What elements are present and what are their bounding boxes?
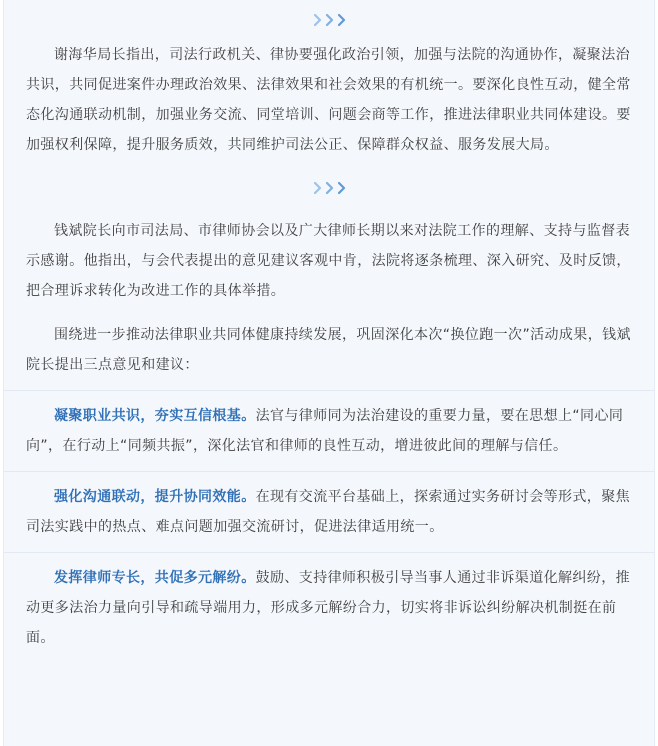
separator-line — [4, 471, 654, 472]
separator-line — [4, 552, 654, 553]
proposal-heading: 强化沟通联动，提升协同效能。 — [54, 489, 256, 505]
proposal-item-1 — [26, 401, 634, 461]
triple-chevron-right-icon — [312, 180, 348, 196]
proposal-text: 在现有交流平台基础上，探索通过实务研讨会等形式，聚焦司法实践中的热点、难点问题加强交流研讨，促进法律适用统一。 — [26, 489, 631, 535]
proposal-item-3 — [26, 563, 634, 653]
proposal-heading: 发挥律师专长，共促多元解纷。 — [54, 570, 256, 586]
separator-line — [4, 390, 654, 391]
proposal-item-2 — [26, 482, 634, 542]
proposal-text: 法官与律师同为法治建设的重要力量，要在思想上“同心同向”，在行动上“同频共振”，深化法官和律师的良性互动，增进彼此间的理解与信任。 — [26, 408, 624, 454]
article-body — [3, 0, 655, 746]
section-divider-1 — [26, 0, 634, 40]
section-divider-2 — [26, 160, 634, 216]
proposals-intro: 围绕进一步推动法律职业共同体健康持续发展，巩固深化本次“换位跑一次”活动成果，钱斌院长提出三点意见和建议： — [26, 327, 631, 373]
speech-paragraph-qian: 钱斌院长向市司法局、市律师协会以及广大律师长期以来对法院工作的理解、支持与监督表示感谢。他指出，与会代表提出的意见建议客观中肯，法院将逐条梳理、深入研究、及时反馈，把合理诉求转化为改进工作的具体举措。 — [26, 223, 631, 299]
triple-chevron-right-icon — [312, 12, 348, 28]
proposal-heading: 凝聚职业共识，夯实互信根基。 — [54, 408, 256, 424]
speech-paragraph-xie: 谢海华局长指出，司法行政机关、律协要强化政治引领，加强与法院的沟通协作，凝聚法治共识，共同促进案件办理政治效果、法律效果和社会效果的有机统一。要深化良性互动，健全常态化沟通联动机制，加强业务交流、同堂培训、问题会商等工作，推进法律职业共同体建设。要加强权利保障，提升服务质效，共同维护司法公正、保障群众权益、服务发展大局。 — [26, 47, 631, 153]
proposal-text: 鼓励、支持律师积极引导当事人通过非诉渠道化解纠纷，推动更多法治力量向引导和疏导端用力，形成多元解纷合力，切实将非诉讼纠纷解决机制挺在前面。 — [26, 570, 631, 646]
